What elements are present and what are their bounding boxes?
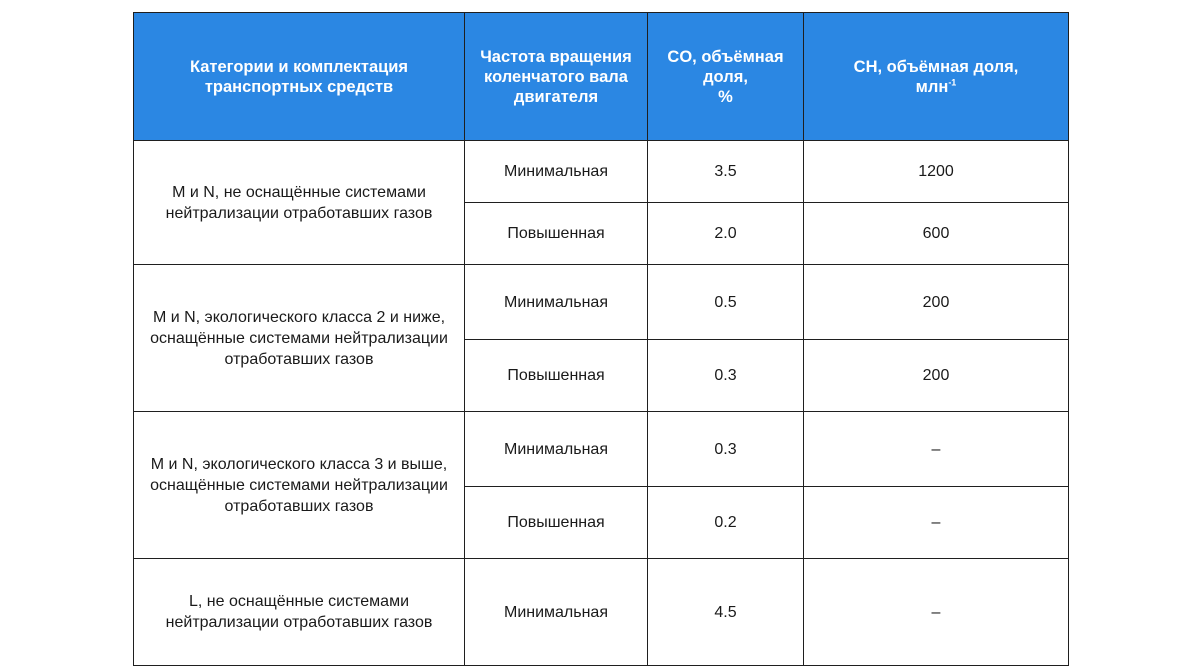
- emissions-table: [133, 12, 1069, 666]
- co-cell: 2.0: [648, 203, 804, 265]
- co-cell: 3.5: [648, 141, 804, 203]
- header-ch-exponent: -1: [948, 77, 957, 87]
- header-row: [134, 13, 1069, 141]
- header-category: Категории и комплектация транспортных средств: [134, 13, 465, 141]
- header-ch-unit: млн: [915, 77, 949, 96]
- ch-cell: 1200: [804, 141, 1069, 203]
- header-co: [648, 13, 804, 141]
- table-row: [134, 265, 1069, 340]
- table-row: [134, 412, 1069, 487]
- ch-cell: –: [804, 559, 1069, 666]
- co-cell: 0.5: [648, 265, 804, 340]
- ch-cell: 600: [804, 203, 1069, 265]
- header-co-label: CO, объёмная доля,: [667, 47, 784, 86]
- frequency-cell: Повышенная: [465, 340, 648, 412]
- frequency-cell: Минимальная: [465, 141, 648, 203]
- frequency-cell: Минимальная: [465, 265, 648, 340]
- header-frequency: Частота вращения коленчатого вала двигателя: [465, 13, 648, 141]
- category-cell: M и N, не оснащённые системами нейтрализации отработавших газов: [134, 141, 465, 265]
- ch-cell: –: [804, 487, 1069, 559]
- frequency-cell: Повышенная: [465, 203, 648, 265]
- category-cell: M и N, экологического класса 3 и выше, оснащённые системами нейтрализации отработавших газов: [134, 412, 465, 559]
- table-row: [134, 141, 1069, 203]
- header-ch: [804, 13, 1069, 141]
- frequency-cell: Минимальная: [465, 559, 648, 666]
- ch-cell: 200: [804, 265, 1069, 340]
- frequency-cell: Повышенная: [465, 487, 648, 559]
- frequency-cell: Минимальная: [465, 412, 648, 487]
- header-co-unit: %: [718, 87, 733, 106]
- co-cell: 0.3: [648, 412, 804, 487]
- category-cell: M и N, экологического класса 2 и ниже, оснащённые системами нейтрализации отработавших газов: [134, 265, 465, 412]
- co-cell: 0.3: [648, 340, 804, 412]
- ch-cell: 200: [804, 340, 1069, 412]
- table-row: [134, 559, 1069, 666]
- co-cell: 0.2: [648, 487, 804, 559]
- co-cell: 4.5: [648, 559, 804, 666]
- category-cell: L, не оснащённые системами нейтрализации отработавших газов: [134, 559, 465, 666]
- ch-cell: –: [804, 412, 1069, 487]
- header-ch-label: CH, объёмная доля,: [853, 57, 1019, 76]
